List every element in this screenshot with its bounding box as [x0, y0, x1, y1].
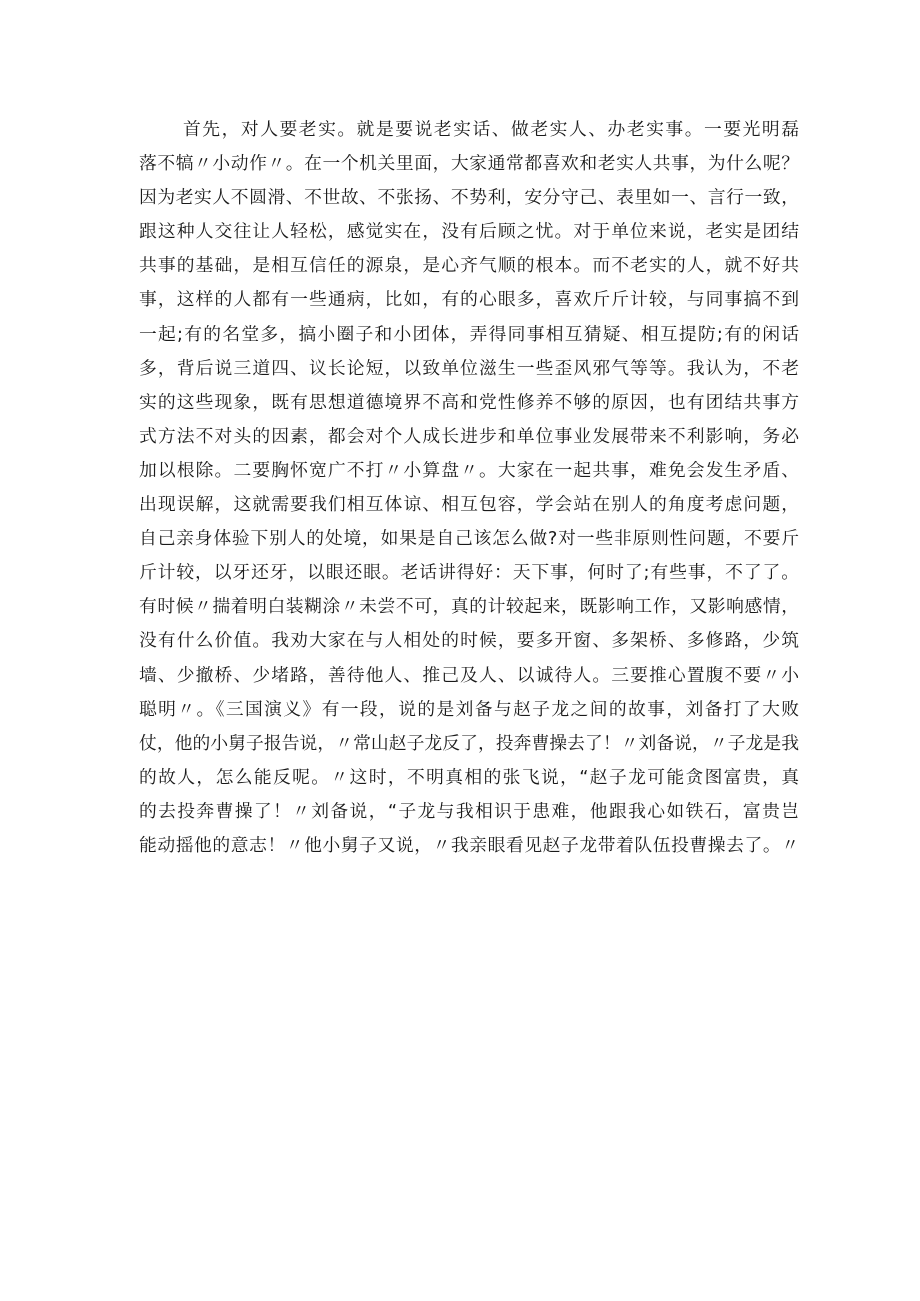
text-line: 跟这种人交往让人轻松，感觉实在，没有后顾之忧。对于单位来说，老实是团结	[139, 221, 799, 243]
text-line: 墙、少撤桥、少堵路，善待他人、推己及人、以诚待人。三要推心置腹不要〃小	[139, 664, 799, 686]
text-line: 共事的基础，是相互信任的源泉，是心齐气顺的根本。而不老实的人，就不好共	[139, 255, 799, 277]
text-line: 多，背后说三道四、议长论短，以致单位滋生一些歪风邪气等等。我认为，不老	[139, 357, 799, 379]
text-line: 加以根除。二要胸怀宽广不打〃小算盘〃。大家在一起共事，难免会发生矛盾、	[139, 459, 799, 481]
text-line: 斤计较，以牙还牙，以眼还眼。老话讲得好：天下事，何时了;有些事，不了了。	[139, 562, 799, 584]
body-paragraph	[139, 113, 799, 863]
text-line: 实的这些现象，既有思想道德境界不高和党性修养不够的原因，也有团结共事方	[139, 391, 799, 413]
text-line: 因为老实人不圆滑、不世故、不张扬、不势利，安分守己、表里如一、言行一致，	[139, 187, 799, 209]
text-line: 首先，对人要老实。就是要说老实话、做老实人、办老实事。一要光明磊	[183, 119, 799, 140]
text-line: 事，这样的人都有一些通病，比如，有的心眼多，喜欢斤斤计较，与同事搞不到	[139, 289, 799, 311]
text-line: 的故人，怎么能反呢。〃这时，不明真相的张飞说，“赵子龙可能贪图富贵，真	[139, 766, 799, 788]
text-line: 自己亲身体验下别人的处境，如果是自己该怎么做?对一些非原则性问题，不要斤	[139, 528, 799, 550]
text-line: 仗，他的小舅子报告说，〃常山赵子龙反了，投奔曹操去了！〃刘备说，〃子龙是我	[139, 732, 799, 754]
text-line: 落不犒〃小动作〃。在一个机关里面，大家通常都喜欢和老实人共事，为什么呢？	[139, 153, 799, 175]
text-line: 没有什么价值。我劝大家在与人相处的时候，要多开窗、多架桥、多修路，少筑	[139, 630, 799, 652]
text-line: 出现误解，这就需要我们相互体谅、相互包容，学会站在别人的角度考虑问题，	[139, 494, 799, 516]
text-line: 的去投奔曹操了！〃刘备说，“子龙与我相识于患难，他跟我心如铁石，富贵岂	[139, 800, 799, 822]
text-line: 一起;有的名堂多，搞小圈子和小团体，弄得同事相互猜疑、相互提防;有的闲话	[139, 323, 799, 345]
text-line: 能动摇他的意志！〃他小舅子又说，〃我亲眼看见赵子龙带着队伍投曹操去了。〃	[139, 834, 799, 856]
text-line: 式方法不对头的因素，都会对个人成长进步和单位事业发展带来不利影响，务必	[139, 425, 799, 447]
text-line: 有时候〃揣着明白装糊涂〃未尝不可，真的计较起来，既影响工作，又影响感情，	[139, 596, 799, 618]
text-line: 聪明〃。《三国演义》有一段，说的是刘备与赵子龙之间的故事，刘备打了大败	[139, 698, 799, 720]
